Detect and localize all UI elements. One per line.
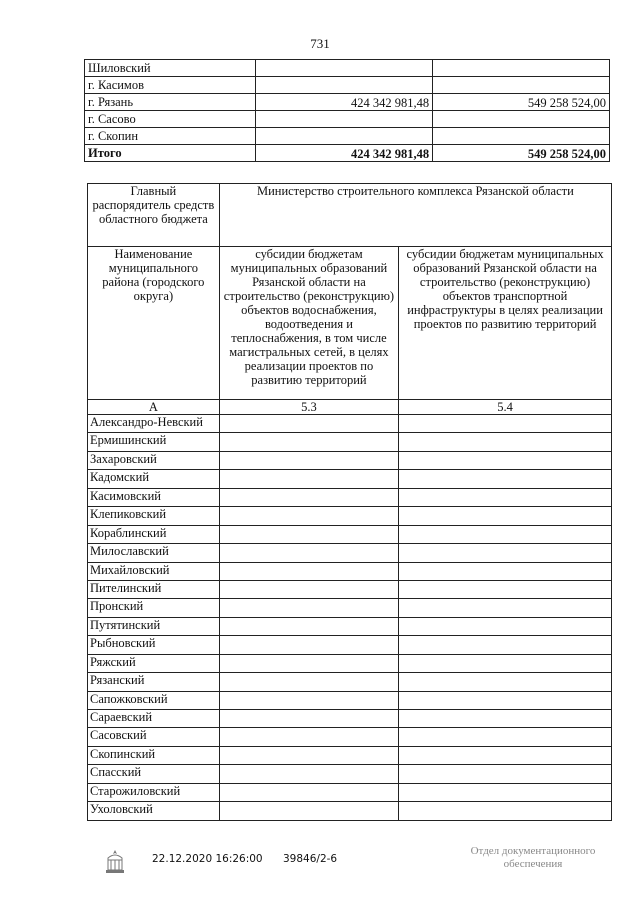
col1-cell xyxy=(219,802,398,820)
col2-cell xyxy=(399,488,612,506)
col1-cell xyxy=(219,636,398,654)
header-row xyxy=(88,247,612,400)
col1-cell xyxy=(219,544,398,562)
district-name: Старожиловский xyxy=(88,783,220,801)
index-row xyxy=(88,400,612,415)
page-number: 731 xyxy=(310,36,330,51)
col2-cell xyxy=(399,654,612,672)
col1-cell xyxy=(219,415,398,433)
summary-row xyxy=(85,77,610,94)
district-name: Александро-Невский xyxy=(88,415,220,433)
col2-cell xyxy=(399,599,612,617)
district-name: Клепиковский xyxy=(88,507,220,525)
col1-cell xyxy=(219,691,398,709)
district-name: г. Сасово xyxy=(85,111,256,128)
district-name: Спасский xyxy=(88,765,220,783)
col2-cell xyxy=(399,433,612,451)
col2-cell xyxy=(399,544,612,562)
value-col1 xyxy=(256,60,433,77)
col1-cell xyxy=(219,617,398,635)
col2-cell xyxy=(399,691,612,709)
district-row xyxy=(88,673,612,691)
col2-header: субсидии бюджетам муниципальных образований Рязанской области на строительство (реконструкцию) объектов транспортной инфраструктуры в целях реализации проектов по развитию территорий xyxy=(399,247,612,400)
district-row xyxy=(88,415,612,433)
district-name: Рязанский xyxy=(88,673,220,691)
district-row xyxy=(88,636,612,654)
col1-cell xyxy=(219,765,398,783)
col1-cell xyxy=(219,507,398,525)
district-row xyxy=(88,470,612,488)
district-row xyxy=(88,488,612,506)
district-name: Сапожковский xyxy=(88,691,220,709)
col2-cell xyxy=(399,746,612,764)
value-col1 xyxy=(256,111,433,128)
district-name: Шиловский xyxy=(85,60,256,77)
district-name: Захаровский xyxy=(88,451,220,469)
district-name: Сараевский xyxy=(88,710,220,728)
district-row xyxy=(88,765,612,783)
col1-cell xyxy=(219,488,398,506)
district-name: Кадомский xyxy=(88,470,220,488)
col1-cell xyxy=(219,746,398,764)
col2-cell xyxy=(399,451,612,469)
col2-cell xyxy=(399,415,612,433)
district-row xyxy=(88,562,612,580)
col1-cell xyxy=(219,728,398,746)
district-label: Наименование муниципального района (городского округа) xyxy=(88,247,220,400)
footer-stamp-line1: Отдел документационного xyxy=(470,845,596,857)
col2-cell xyxy=(399,580,612,598)
col1-cell xyxy=(219,470,398,488)
district-row xyxy=(88,783,612,801)
district-row xyxy=(88,451,612,469)
district-row xyxy=(88,728,612,746)
distributor-value: Министерство строительного комплекса Рязанской области xyxy=(219,184,611,247)
summary-row xyxy=(85,94,610,111)
col2-cell xyxy=(399,562,612,580)
col2-cell xyxy=(399,765,612,783)
summary-row xyxy=(85,128,610,145)
value-col1 xyxy=(256,128,433,145)
col1-header: субсидии бюджетам муниципальных образований Рязанской области на строительство (реконструкцию) объектов водоснабжения, водоотведения и теплоснабжения, в том числе магистральных сетей, в целях реализации проектов по развитию территорий xyxy=(219,247,398,400)
district-row xyxy=(88,617,612,635)
district-name: Пителинский xyxy=(88,580,220,598)
col2-cell xyxy=(399,525,612,543)
summary-row xyxy=(85,60,610,77)
subsidy-table xyxy=(87,183,612,821)
district-name: Милославский xyxy=(88,544,220,562)
distributor-row xyxy=(88,184,612,247)
emblem-icon xyxy=(104,848,126,876)
col1-cell xyxy=(219,783,398,801)
district-name: г. Рязань xyxy=(85,94,256,111)
district-name: Рыбновский xyxy=(88,636,220,654)
district-row xyxy=(88,433,612,451)
col1-cell xyxy=(219,580,398,598)
col2-cell xyxy=(399,728,612,746)
col1-cell xyxy=(219,673,398,691)
district-name: Ухоловский xyxy=(88,802,220,820)
district-row xyxy=(88,710,612,728)
district-row xyxy=(88,746,612,764)
district-name: Путятинский xyxy=(88,617,220,635)
district-name: Михайловский xyxy=(88,562,220,580)
value-col2 xyxy=(433,111,610,128)
district-name: Ермишинский xyxy=(88,433,220,451)
col2-cell xyxy=(399,710,612,728)
col2-cell xyxy=(399,802,612,820)
value-col1: 424 342 981,48 xyxy=(256,94,433,111)
district-name: Итого xyxy=(85,145,256,162)
summary-row xyxy=(85,111,610,128)
distributor-label: Главный распорядитель средств областного бюджета xyxy=(88,184,220,247)
col2-cell xyxy=(399,470,612,488)
district-name: г. Скопин xyxy=(85,128,256,145)
district-name: Кораблинский xyxy=(88,525,220,543)
district-name: Скопинский xyxy=(88,746,220,764)
total-row xyxy=(85,145,610,162)
district-name: Ряжский xyxy=(88,654,220,672)
district-row xyxy=(88,507,612,525)
footer-stamp xyxy=(448,845,618,871)
value-col2 xyxy=(433,128,610,145)
district-name: Пронский xyxy=(88,599,220,617)
value-col1: 424 342 981,48 xyxy=(256,145,433,162)
district-name: Касимовский xyxy=(88,488,220,506)
col2-cell xyxy=(399,617,612,635)
col2-cell xyxy=(399,507,612,525)
col2-cell xyxy=(399,783,612,801)
col1-cell xyxy=(219,654,398,672)
col1-cell xyxy=(219,525,398,543)
district-row xyxy=(88,654,612,672)
value-col2 xyxy=(433,77,610,94)
index-col1: 5.3 xyxy=(219,400,398,415)
district-row xyxy=(88,580,612,598)
top-summary-table xyxy=(84,59,610,162)
district-row xyxy=(88,525,612,543)
col1-cell xyxy=(219,599,398,617)
footer-datetime: 22.12.2020 16:26:00 xyxy=(152,853,263,865)
col1-cell xyxy=(219,710,398,728)
value-col1 xyxy=(256,77,433,94)
district-name: Сасовский xyxy=(88,728,220,746)
col1-cell xyxy=(219,433,398,451)
district-row xyxy=(88,599,612,617)
district-row xyxy=(88,802,612,820)
district-name: г. Касимов xyxy=(85,77,256,94)
col2-cell xyxy=(399,673,612,691)
district-row xyxy=(88,691,612,709)
col1-cell xyxy=(219,562,398,580)
footer-stamp-line2: обеспечения xyxy=(503,858,563,870)
value-col2: 549 258 524,00 xyxy=(433,94,610,111)
index-col2: 5.4 xyxy=(399,400,612,415)
index-a: А xyxy=(88,400,220,415)
district-row xyxy=(88,544,612,562)
value-col2 xyxy=(433,60,610,77)
col1-cell xyxy=(219,451,398,469)
value-col2: 549 258 524,00 xyxy=(433,145,610,162)
col2-cell xyxy=(399,636,612,654)
footer-doc-number: 39846/2-6 xyxy=(283,853,338,865)
